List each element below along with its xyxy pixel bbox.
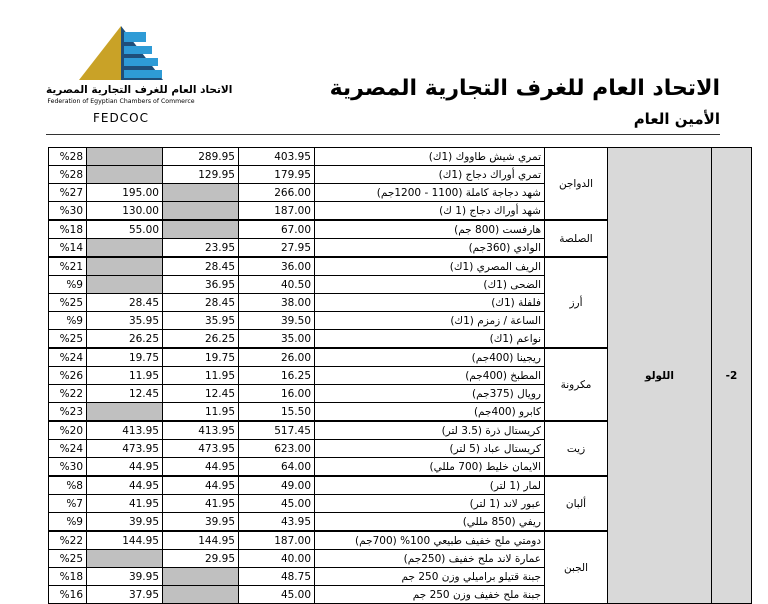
item-name-cell: الساعة / زمزم (1ك) xyxy=(315,312,545,330)
original-price-cell: 623.00 xyxy=(239,440,315,458)
original-price-cell: 15.50 xyxy=(239,403,315,422)
discount-price-cell: 413.95 xyxy=(163,421,239,440)
discount-price-cell xyxy=(163,202,239,221)
item-name-cell: المطبخ (400جم) xyxy=(315,367,545,385)
discount-price-cell: 289.95 xyxy=(163,148,239,166)
offer-price-cell: 195.00 xyxy=(87,184,163,202)
item-name-cell: تمري شيش طاووك (1ك) xyxy=(315,148,545,166)
item-name-cell: تمري أوراك دجاج (1ك) xyxy=(315,166,545,184)
original-price-cell: 187.00 xyxy=(239,531,315,550)
item-name-cell: ريجينا (400جم) xyxy=(315,348,545,367)
discount-price-cell: 35.95 xyxy=(163,312,239,330)
logo-english-text: Federation of Egyptian Chambers of Commerce xyxy=(47,98,195,105)
discount-price-cell xyxy=(163,220,239,239)
logo-abbreviation: FEDCOC xyxy=(93,111,149,125)
discount-price-cell xyxy=(163,184,239,202)
discount-price-cell: 11.95 xyxy=(163,367,239,385)
discount-price-cell: 28.45 xyxy=(163,257,239,276)
category-cell: أرز xyxy=(545,257,608,348)
offer-price-cell xyxy=(87,403,163,422)
discount-percent-cell: %18 xyxy=(49,568,87,586)
original-price-cell: 38.00 xyxy=(239,294,315,312)
offer-price-cell: 37.95 xyxy=(87,586,163,604)
item-name-cell: جبنة ملح خفيف وزن 250 جم xyxy=(315,586,545,604)
item-name-cell: شهد أوراك دجاج (1 ك) xyxy=(315,202,545,221)
offer-price-cell xyxy=(87,166,163,184)
original-price-cell: 35.00 xyxy=(239,330,315,349)
item-name-cell: نواعم (1ك) xyxy=(315,330,545,349)
original-price-cell: 16.00 xyxy=(239,385,315,403)
discount-price-cell: 44.95 xyxy=(163,458,239,477)
discount-price-cell: 39.95 xyxy=(163,513,239,532)
discount-percent-cell: %9 xyxy=(49,276,87,294)
discount-price-cell xyxy=(163,568,239,586)
original-price-cell: 67.00 xyxy=(239,220,315,239)
offer-price-cell: 55.00 xyxy=(87,220,163,239)
original-price-cell: 40.00 xyxy=(239,550,315,568)
item-name-cell: الريف المصري (1ك) xyxy=(315,257,545,276)
offer-price-cell: 12.45 xyxy=(87,385,163,403)
discount-percent-cell: %14 xyxy=(49,239,87,258)
category-cell: ألبان xyxy=(545,476,608,531)
discount-percent-cell: %7 xyxy=(49,495,87,513)
discount-price-cell: 23.95 xyxy=(163,239,239,258)
offer-price-cell xyxy=(87,276,163,294)
offer-price-cell: 35.95 xyxy=(87,312,163,330)
pyramid-logo-icon xyxy=(46,24,196,84)
price-table xyxy=(48,147,752,604)
discount-price-cell: 12.45 xyxy=(163,385,239,403)
original-price-cell: 36.00 xyxy=(239,257,315,276)
discount-price-cell: 11.95 xyxy=(163,403,239,422)
page-title: الاتحاد العام للغرف التجارية المصرية xyxy=(329,76,720,101)
discount-price-cell: 19.75 xyxy=(163,348,239,367)
discount-percent-cell: %28 xyxy=(49,166,87,184)
original-price-cell: 45.00 xyxy=(239,586,315,604)
item-name-cell: الوادي (360جم) xyxy=(315,239,545,258)
discount-price-cell: 36.95 xyxy=(163,276,239,294)
fedcoc-logo xyxy=(46,24,233,132)
offer-price-cell: 44.95 xyxy=(87,458,163,477)
item-name-cell: هارفست (800 جم) xyxy=(315,220,545,239)
offer-price-cell xyxy=(87,239,163,258)
discount-price-cell: 473.95 xyxy=(163,440,239,458)
offer-price-cell xyxy=(87,550,163,568)
item-name-cell: رويال (375جم) xyxy=(315,385,545,403)
offer-price-cell: 144.95 xyxy=(87,531,163,550)
discount-percent-cell: %21 xyxy=(49,257,87,276)
offer-price-cell: 39.95 xyxy=(87,568,163,586)
item-name-cell: جبنة قتيلو براميلي وزن 250 جم xyxy=(315,568,545,586)
original-price-cell: 45.00 xyxy=(239,495,315,513)
original-price-cell: 27.95 xyxy=(239,239,315,258)
original-price-cell: 179.95 xyxy=(239,166,315,184)
original-price-cell: 517.45 xyxy=(239,421,315,440)
original-price-cell: 26.00 xyxy=(239,348,315,367)
offer-price-cell: 39.95 xyxy=(87,513,163,532)
offer-price-cell: 11.95 xyxy=(87,367,163,385)
category-cell: زيت xyxy=(545,421,608,476)
item-name-cell: دومتي ملح خفيف طبيعي 100% (700جم) xyxy=(315,531,545,550)
offer-price-cell: 130.00 xyxy=(87,202,163,221)
discount-price-cell: 129.95 xyxy=(163,166,239,184)
header-divider xyxy=(46,134,720,135)
original-price-cell: 403.95 xyxy=(239,148,315,166)
discount-percent-cell: %25 xyxy=(49,550,87,568)
offer-price-cell: 26.25 xyxy=(87,330,163,349)
discount-price-cell xyxy=(163,586,239,604)
item-name-cell: لمار (1 لتر) xyxy=(315,476,545,495)
discount-price-cell: 41.95 xyxy=(163,495,239,513)
discount-percent-cell: %25 xyxy=(49,330,87,349)
offer-price-cell xyxy=(87,148,163,166)
offer-price-cell: 19.75 xyxy=(87,348,163,367)
offer-price-cell: 28.45 xyxy=(87,294,163,312)
original-price-cell: 187.00 xyxy=(239,202,315,221)
offer-price-cell: 41.95 xyxy=(87,495,163,513)
row-number-cell: -2 xyxy=(712,148,752,604)
offer-price-cell: 413.95 xyxy=(87,421,163,440)
discount-percent-cell: %22 xyxy=(49,385,87,403)
item-name-cell: كريستال عباد (5 لتر) xyxy=(315,440,545,458)
item-name-cell: فلفلة (1ك) xyxy=(315,294,545,312)
discount-percent-cell: %23 xyxy=(49,403,87,422)
item-name-cell: كابرو (400جم) xyxy=(315,403,545,422)
original-price-cell: 43.95 xyxy=(239,513,315,532)
category-cell: الصلصة xyxy=(545,220,608,257)
discount-percent-cell: %26 xyxy=(49,367,87,385)
item-name-cell: عبور لاند (1 لتر) xyxy=(315,495,545,513)
discount-price-cell: 144.95 xyxy=(163,531,239,550)
offer-price-cell: 44.95 xyxy=(87,476,163,495)
original-price-cell: 16.25 xyxy=(239,367,315,385)
discount-price-cell: 44.95 xyxy=(163,476,239,495)
original-price-cell: 49.00 xyxy=(239,476,315,495)
item-name-cell: كريستال ذرة (3.5 لتر) xyxy=(315,421,545,440)
discount-price-cell: 28.45 xyxy=(163,294,239,312)
item-name-cell: الايمان خليط (700 مللي) xyxy=(315,458,545,477)
original-price-cell: 40.50 xyxy=(239,276,315,294)
discount-percent-cell: %28 xyxy=(49,148,87,166)
original-price-cell: 64.00 xyxy=(239,458,315,477)
discount-percent-cell: %30 xyxy=(49,458,87,477)
discount-percent-cell: %16 xyxy=(49,586,87,604)
discount-percent-cell: %27 xyxy=(49,184,87,202)
discount-percent-cell: %18 xyxy=(49,220,87,239)
original-price-cell: 39.50 xyxy=(239,312,315,330)
item-name-cell: عمارة لاند ملح خفيف (250جم) xyxy=(315,550,545,568)
discount-percent-cell: %20 xyxy=(49,421,87,440)
discount-percent-cell: %9 xyxy=(49,513,87,532)
discount-percent-cell: %25 xyxy=(49,294,87,312)
discount-percent-cell: %8 xyxy=(49,476,87,495)
item-name-cell: الضحى (1ك) xyxy=(315,276,545,294)
offer-price-cell: 473.95 xyxy=(87,440,163,458)
discount-percent-cell: %22 xyxy=(49,531,87,550)
original-price-cell: 48.75 xyxy=(239,568,315,586)
discount-price-cell: 29.95 xyxy=(163,550,239,568)
category-cell: مكرونة xyxy=(545,348,608,421)
discount-price-cell: 26.25 xyxy=(163,330,239,349)
logo-arabic-text: الاتحاد العام للغرف التجارية المصرية xyxy=(46,84,233,96)
category-cell: الدواجن xyxy=(545,148,608,221)
discount-percent-cell: %9 xyxy=(49,312,87,330)
table-row xyxy=(49,148,752,166)
discount-percent-cell: %24 xyxy=(49,440,87,458)
item-name-cell: شهد دجاجة كاملة (1100 - 1200جم) xyxy=(315,184,545,202)
item-name-cell: ريفي (850 مللي) xyxy=(315,513,545,532)
store-name-cell: اللولو xyxy=(608,148,712,604)
offer-price-cell xyxy=(87,257,163,276)
discount-percent-cell: %30 xyxy=(49,202,87,221)
page-subtitle: الأمين العام xyxy=(633,110,720,128)
category-cell: الجبن xyxy=(545,531,608,604)
original-price-cell: 266.00 xyxy=(239,184,315,202)
discount-percent-cell: %24 xyxy=(49,348,87,367)
